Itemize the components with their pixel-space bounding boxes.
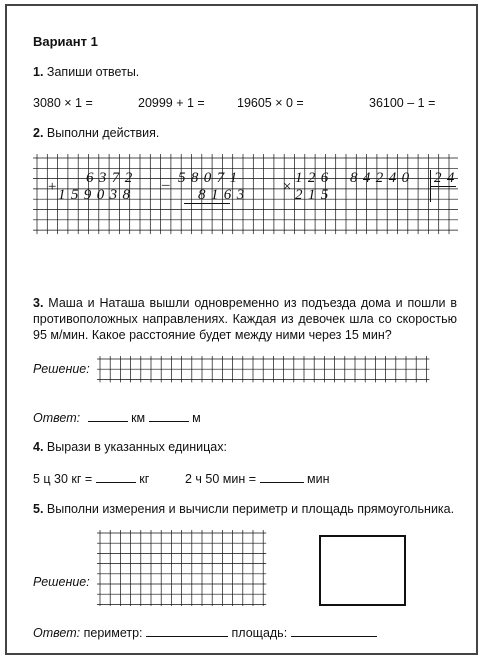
- task3-answer-line: Ответ: км м: [33, 411, 201, 425]
- task5-perimeter-label: периметр:: [83, 626, 143, 640]
- task5-solution-word: Решение: [33, 575, 87, 589]
- variant-title: Вариант 1: [33, 34, 98, 49]
- task5-area-blank[interactable]: [291, 624, 377, 637]
- task4-unit-1: кг: [139, 472, 150, 486]
- task5-rectangle: [319, 535, 406, 606]
- add-sign: +: [47, 179, 58, 195]
- task4-heading: [33, 440, 227, 455]
- task1-number: 1.: [33, 65, 44, 79]
- sub-bottom-number: 8163: [198, 187, 250, 203]
- add-bottom-number: 159038: [58, 187, 136, 203]
- task3-unit-m: м: [192, 411, 201, 425]
- task3-solution-grid[interactable]: [97, 356, 433, 388]
- task3-paragraph: [33, 295, 457, 343]
- task3-text: Маша и Наташа вышли одновременно из подъезда дома и пошли в противоположных направлениях. Каждая из девочек шла со скоростью 95 м/мин. Какое расстояние будет между ними через 15 мин?: [33, 296, 457, 342]
- task4-expression-2: [185, 470, 330, 487]
- task1-heading: [33, 65, 139, 80]
- task2-text: Выполни действия.: [46, 126, 160, 140]
- sub-underline: [184, 203, 230, 204]
- task5-answer-line: Ответ: периметр: площадь:: [33, 624, 377, 641]
- task5-number: 5.: [33, 502, 44, 516]
- task5-solution-label: Решение:: [33, 575, 90, 589]
- div-divisor: 24: [434, 170, 460, 186]
- task4-expression-1: [33, 470, 149, 487]
- task3-number: 3.: [33, 296, 44, 310]
- mul-sign: ×: [282, 179, 293, 195]
- task5-solution-grid[interactable]: [97, 530, 273, 606]
- task5-area-label: площадь:: [231, 626, 288, 640]
- task3-unit-km: км: [131, 411, 146, 425]
- task5-heading: [33, 502, 454, 517]
- task3-solution-label: Решение:: [33, 362, 90, 376]
- task4-blank-2[interactable]: [260, 470, 304, 483]
- sub-sign: –: [162, 177, 170, 193]
- task3-answer-m-blank[interactable]: [149, 409, 189, 422]
- sub-top-number: 58071: [178, 170, 243, 186]
- task2-number: 2.: [33, 126, 44, 140]
- div-bar-horizontal: [430, 186, 456, 187]
- task5-perimeter-blank[interactable]: [146, 624, 228, 637]
- add-top-number: 6372: [86, 170, 138, 186]
- task4-unit-2: мин: [307, 472, 330, 486]
- div-dividend: 84240: [350, 170, 415, 186]
- task4-number: 4.: [33, 440, 44, 454]
- mul-top-number: 126: [295, 170, 334, 186]
- task3-answer-label: Ответ: [33, 411, 77, 425]
- task5-text: Выполни измерения и вычисли периметр и площадь прямоугольника.: [46, 502, 455, 516]
- task3-answer-km-blank[interactable]: [88, 409, 128, 422]
- task1-expression-4: 36100 – 1 =: [369, 96, 436, 110]
- task1-expression-2: 20999 + 1 =: [138, 96, 205, 110]
- task1-expression-3: 19605 × 0 =: [237, 96, 304, 110]
- task1-text: Запиши ответы.: [46, 65, 140, 79]
- mul-bottom-number: 215: [295, 187, 334, 203]
- task4-text: Вырази в указанных единицах:: [46, 440, 227, 454]
- task4-expr2-text: 2 ч 50 мин =: [185, 472, 257, 486]
- task4-expr1-text: 5 ц 30 кг =: [33, 472, 93, 486]
- task1-expression-1: 3080 × 1 =: [33, 96, 93, 110]
- task5-answer-label: Ответ: [33, 626, 77, 640]
- task2-heading: [33, 126, 159, 141]
- task3-solution-word: Решение: [33, 362, 87, 376]
- task4-blank-1[interactable]: [96, 470, 136, 483]
